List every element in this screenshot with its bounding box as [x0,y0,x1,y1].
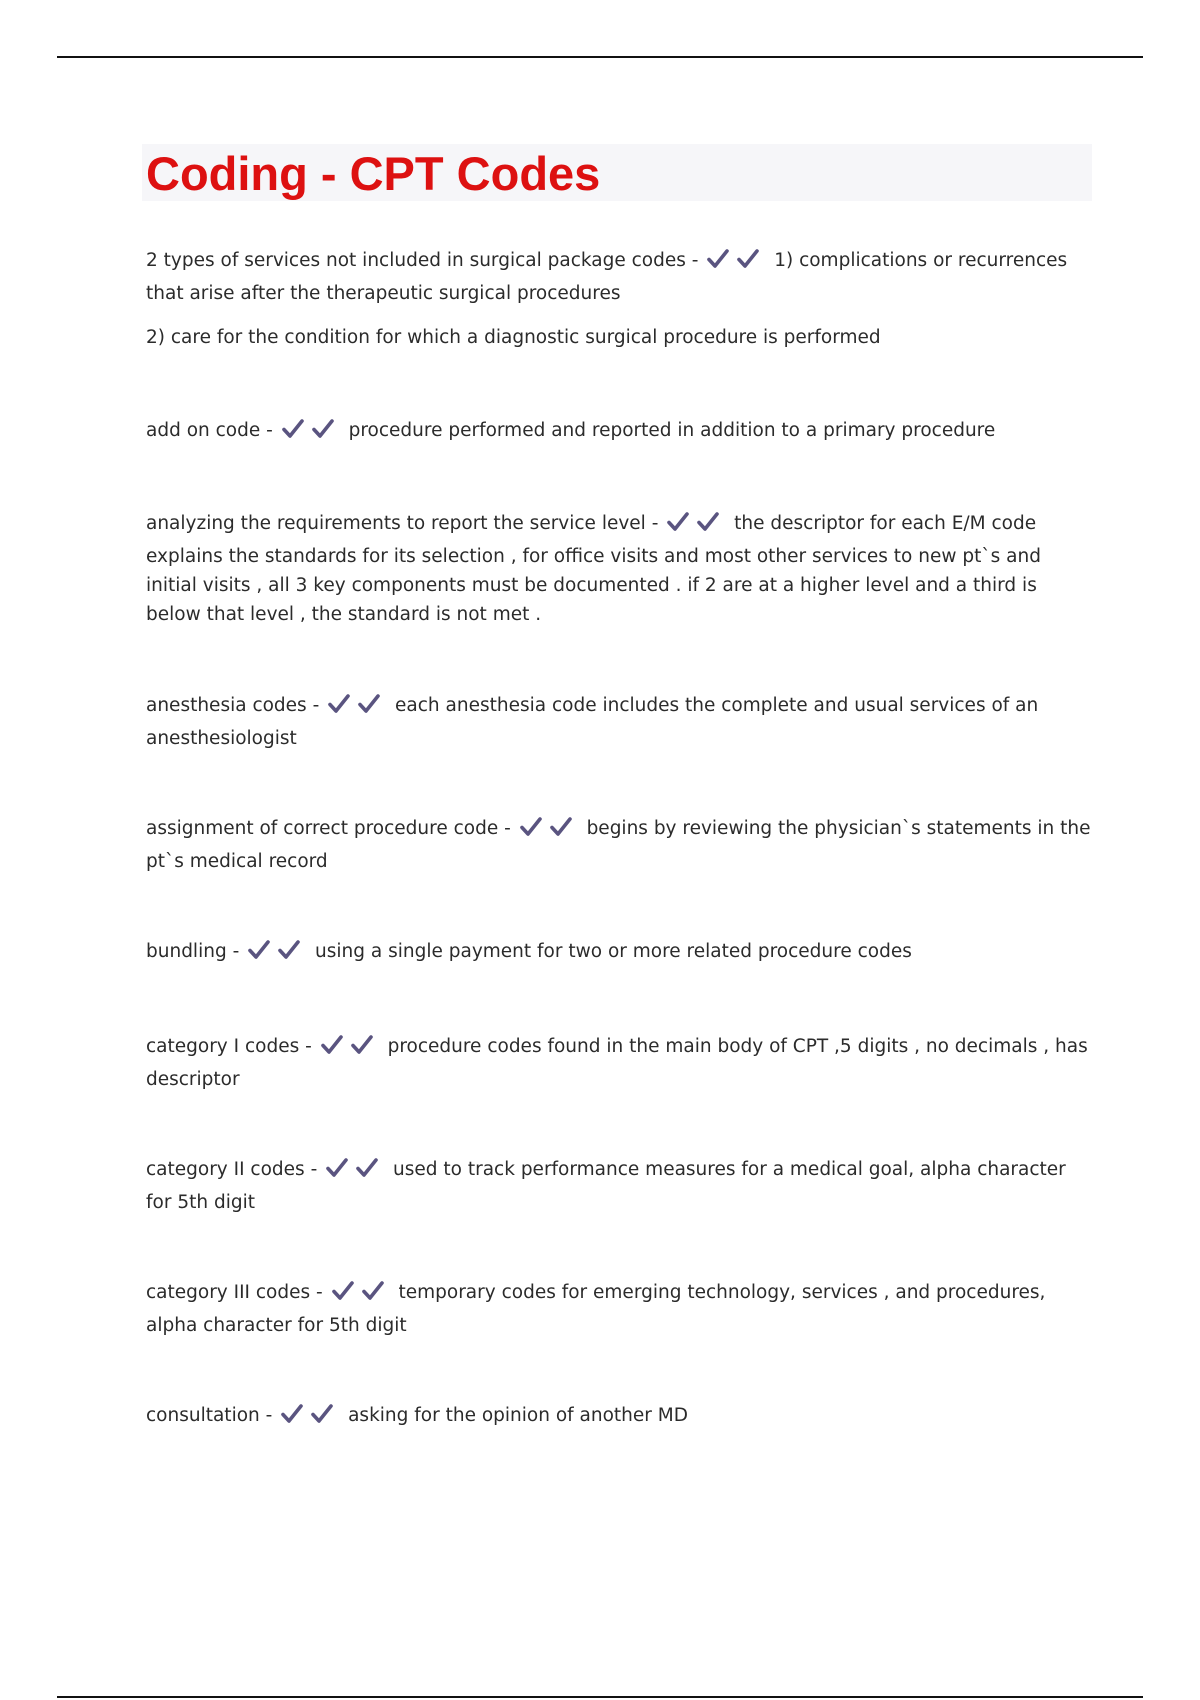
flashcard-entry [146,509,1091,629]
top-rule [57,56,1143,58]
flashcard-entry [146,937,1091,970]
entry-definition: each anesthesia code includes the complete and usual services of an anesthesiologist [146,695,1039,749]
entry-definition: used to track performance measures for a medical goal, alpha character for 5th digit [146,1159,1066,1213]
check-icon [350,1034,374,1056]
check-icon [355,1157,379,1179]
double-check-icon [320,1034,380,1065]
double-check-icon [327,693,387,724]
check-icon [277,939,301,961]
entry-extra: 2) care for the condition for which a diagnostic surgical procedure is performed [146,327,881,348]
double-check-icon [247,939,307,970]
check-icon [666,511,690,533]
double-check-icon [706,248,766,279]
check-icon [280,1403,304,1425]
flashcard-entry [146,691,1091,753]
double-check-icon [519,816,579,847]
entry-term: analyzing the requirements to report the service level - [146,513,659,534]
entry-definition: temporary codes for emerging technology, services , and procedures, alpha character for 5th digit [146,1282,1046,1336]
entry-definition: the descriptor for each E/M code explains the standards for its selection , for office visits and most other services to new pt`s and initial visits , all 3 key components must be documented . if 2 are at a higher level and a third is below that level , the standard is not met . [146,513,1041,625]
check-icon [325,1157,349,1179]
check-icon [331,1280,355,1302]
flashcard-entry [146,1401,1091,1434]
check-icon [310,1403,334,1425]
entry-term: 2 types of services not included in surgical package codes - [146,250,699,271]
entry-term: category I codes - [146,1036,312,1057]
flashcard-entry [146,814,1091,876]
check-icon [281,418,305,440]
entry-definition: procedure codes found in the main body of CPT ,5 digits , no decimals , has descriptor [146,1036,1088,1090]
entry-term: consultation - [146,1405,273,1426]
check-icon [357,693,381,715]
entry-definition: asking for the opinion of another MD [348,1405,688,1426]
double-check-icon [331,1280,391,1311]
double-check-icon [281,418,341,449]
entry-definition: procedure performed and reported in addition to a primary procedure [348,420,996,441]
check-icon [247,939,271,961]
flashcard-entry [146,1155,1091,1217]
page-title: Coding - CPT Codes [146,147,601,200]
entry-definition: begins by reviewing the physician`s statements in the pt`s medical record [146,818,1091,872]
entry-term: category II codes - [146,1159,318,1180]
flashcard-entry [146,1032,1091,1094]
entry-definition: using a single payment for two or more related procedure codes [315,941,912,962]
check-icon [696,511,720,533]
entry-term: assignment of correct procedure code - [146,818,511,839]
double-check-icon [280,1403,340,1434]
check-icon [361,1280,385,1302]
check-icon [706,248,730,270]
entry-term: category III codes - [146,1282,323,1303]
double-check-icon [666,511,726,542]
check-icon [320,1034,344,1056]
bottom-rule [57,1696,1143,1698]
flashcard-entry [146,246,1091,308]
flashcard-entry [146,416,1091,449]
entry-term: add on code - [146,420,273,441]
entry-term: bundling - [146,941,240,962]
check-icon [327,693,351,715]
check-icon [311,418,335,440]
check-icon [549,816,573,838]
entry-term: anesthesia codes - [146,695,320,716]
check-icon [736,248,760,270]
check-icon [519,816,543,838]
entry-definition: 1) complications or recurrences that arise after the therapeutic surgical procedures [146,250,1068,304]
double-check-icon [325,1157,385,1188]
flashcard-entry [146,1278,1091,1340]
